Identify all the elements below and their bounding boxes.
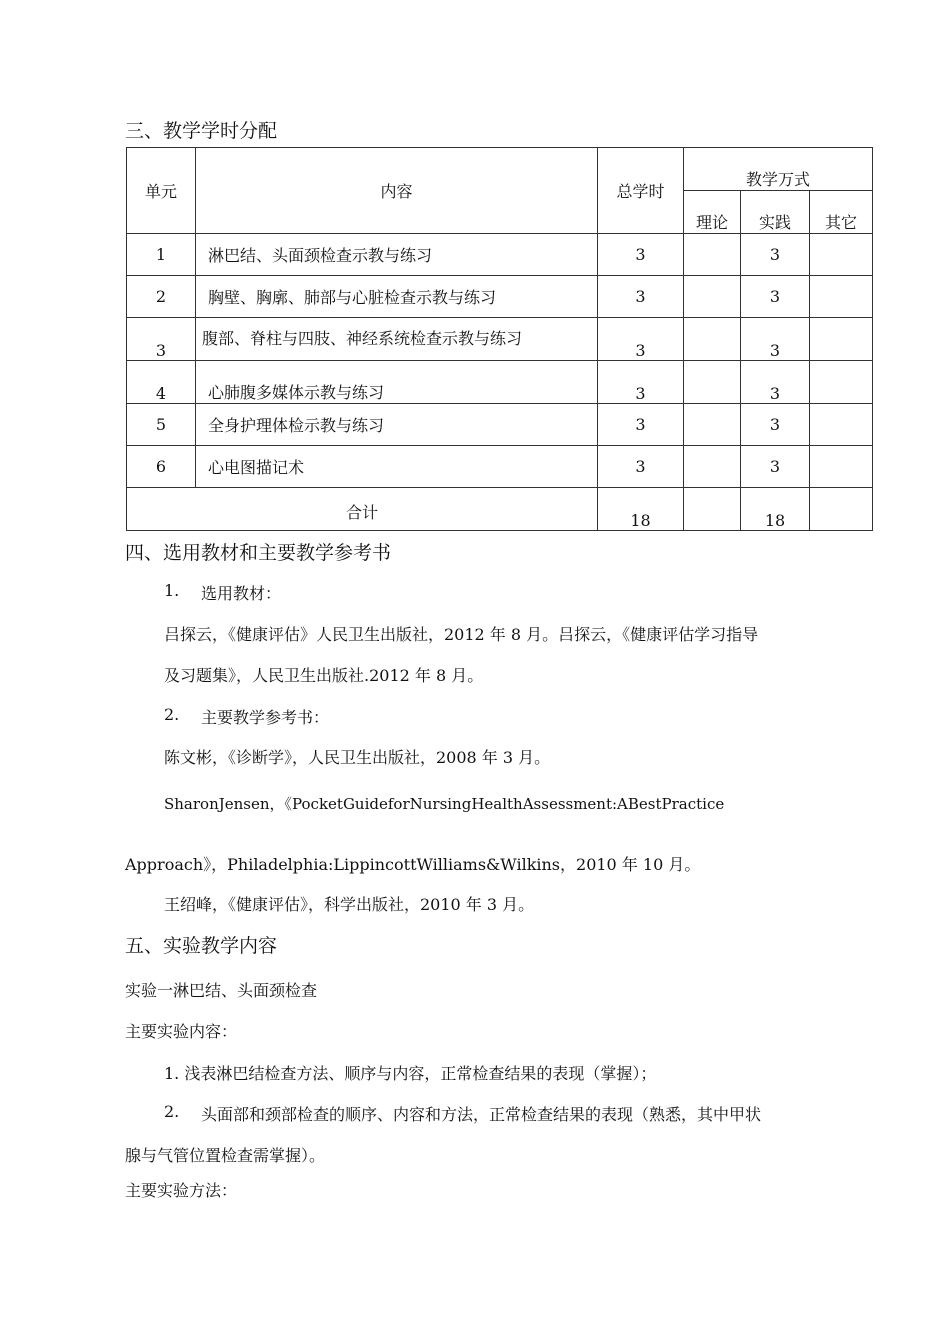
total-label: 合计: [127, 488, 598, 531]
section4-heading: 四、选用教材和主要教学参考书: [125, 542, 392, 564]
reference-2-line2: Approach》，Philadelphia:LippincottWilliams&Wilkins，2010 年 10 月。: [125, 855, 701, 874]
total-theory: [684, 488, 741, 531]
row-unit: 3: [127, 318, 196, 361]
row-other: [810, 446, 873, 488]
experiment-point-1: 1. 浅表淋巴结检查方法、顺序与内容，正常检查结果的表现（掌握）；: [164, 1064, 657, 1083]
row-theory: [684, 446, 741, 488]
row-other: [810, 318, 873, 361]
table-row: [127, 318, 873, 361]
reference-2-line1: SharonJensen，《PocketGuideforNursingHealthAssessment:ABestPractice: [164, 795, 725, 813]
row-unit: 6: [127, 446, 196, 488]
experiment-point-2-number: 2.: [164, 1102, 180, 1121]
row-content: 全身护理体检示教与练习: [196, 404, 598, 446]
textbook-line1: 吕探云，《健康评估》人民卫生出版社，2012 年 8 月。吕探云，《健康评估学习指导: [164, 625, 759, 644]
header-practice: [741, 191, 810, 234]
row-unit: 4: [127, 361, 196, 404]
row-total: 3: [598, 276, 684, 318]
row-total: 3: [598, 404, 684, 446]
header-theory-label: 理论: [695, 212, 728, 232]
row-content: 淋巴结、头面颈检查示教与练习: [196, 234, 598, 276]
row-unit: 2: [127, 276, 196, 318]
row-theory: [684, 404, 741, 446]
row-theory: [684, 234, 741, 276]
table-row: [127, 276, 873, 318]
textbook-line2: 及习题集》，人民卫生出版社.2012 年 8 月。: [164, 666, 484, 685]
table-row: [127, 404, 873, 446]
row-theory: [684, 361, 741, 404]
row-total: 3: [598, 318, 684, 361]
total-other: [810, 488, 873, 531]
experiment-point-2-line1: 头面部和颈部检查的顺序、内容和方法，正常检查结果的表现（熟悉，其中甲状: [201, 1105, 762, 1124]
row-practice: 3: [741, 234, 810, 276]
row-total: 3: [598, 361, 684, 404]
row-practice: 3: [741, 446, 810, 488]
row-theory: [684, 276, 741, 318]
reference-1: 陈文彬，《诊断学》，人民卫生出版社，2008 年 3 月。: [164, 748, 551, 767]
content-label: 主要实验内容：: [125, 1022, 238, 1041]
header-practice-label: 实践: [758, 212, 791, 232]
item2-label: 主要教学参考书：: [201, 708, 330, 727]
reference-3: 王绍峰，《健康评估》，科学出版社，2010 年 3 月。: [164, 895, 535, 914]
header-unit: 单元: [127, 148, 196, 234]
total-hours: 18: [598, 488, 684, 531]
header-total-hours: 总学时: [598, 148, 684, 234]
header-other: [810, 191, 873, 234]
row-theory: [684, 318, 741, 361]
method-label: 主要实验方法：: [125, 1181, 238, 1200]
table-row: [127, 361, 873, 404]
row-practice: 3: [741, 318, 810, 361]
section5-heading: 五、实验教学内容: [125, 935, 278, 957]
item1-label: 选用教材：: [201, 584, 282, 603]
item1-number: 1.: [164, 581, 180, 600]
header-method-label: 教学万式: [745, 169, 810, 189]
item2-number: 2.: [164, 705, 180, 724]
table-row: [127, 234, 873, 276]
row-unit: 5: [127, 404, 196, 446]
row-other: [810, 234, 873, 276]
header-other-label: 其它: [824, 212, 857, 232]
row-content: 心肺腹多媒体示教与练习: [196, 361, 598, 404]
row-content: 腹部、脊柱与四肢、神经系统检查示教与练习: [196, 318, 598, 361]
row-other: [810, 276, 873, 318]
row-other: [810, 404, 873, 446]
row-content: 胸壁、胸廓、肺部与心脏检查示教与练习: [196, 276, 598, 318]
experiment-title: 实验一淋巴结、头面颈检查: [125, 981, 318, 1000]
table-total-row: [127, 488, 873, 531]
section3-heading: 三、教学学时分配: [125, 120, 278, 142]
row-other: [810, 361, 873, 404]
row-practice: 3: [741, 276, 810, 318]
row-total: 3: [598, 446, 684, 488]
row-unit: 1: [127, 234, 196, 276]
experiment-point-2-line2: 腺与气管位置检查需掌握）。: [125, 1146, 326, 1165]
table-row: [127, 446, 873, 488]
header-method: [684, 148, 873, 191]
row-content: 心电图描记术: [196, 446, 598, 488]
total-practice: 18: [741, 488, 810, 531]
row-total: 3: [598, 234, 684, 276]
header-theory: [684, 191, 741, 234]
teaching-hours-table: [126, 147, 873, 531]
row-practice: 3: [741, 404, 810, 446]
header-content: 内容: [196, 148, 598, 234]
row-practice: 3: [741, 361, 810, 404]
